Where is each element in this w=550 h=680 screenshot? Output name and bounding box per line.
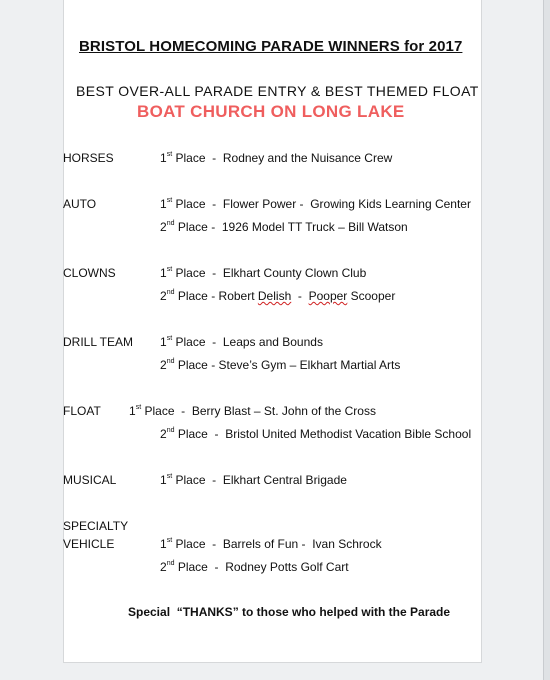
entry-clowns-2: 2nd Place - Robert Delish - Pooper Scooper (160, 289, 396, 303)
entry-drill-team-1: 1st Place - Leaps and Bounds (160, 335, 323, 349)
category-drill-team: DRILL TEAM (63, 335, 134, 349)
entry-specialty-1: 1st Place - Barrels of Fun - Ivan Schrock (160, 537, 382, 551)
category-horses: HORSES (63, 151, 114, 165)
entry-float-1: 1st Place - Berry Blast – St. John of the Cross (129, 404, 376, 418)
document-title: BRISTOL HOMECOMING PARADE WINNERS for 2017 (79, 38, 463, 55)
category-musical: MUSICAL (63, 473, 117, 487)
grand-winner: BOAT CHURCH ON LONG LAKE (137, 102, 405, 121)
category-specialty-line2: VEHICLE (63, 537, 115, 551)
award-subtitle: BEST OVER-ALL PARADE ENTRY & BEST THEMED FLOAT (76, 83, 479, 99)
entry-float-2: 2nd Place - Bristol United Methodist Vacation Bible School (160, 427, 472, 441)
thanks-footer: Special “THANKS” to those who helped with the Parade (128, 605, 451, 619)
entry-drill-team-2: 2nd Place - Steve’s Gym – Elkhart Martial Arts (160, 358, 401, 372)
category-auto: AUTO (63, 197, 97, 211)
entry-horses-1: 1st Place - Rodney and the Nuisance Crew (160, 151, 393, 165)
entry-auto-1: 1st Place - Flower Power - Growing Kids Learning Center (160, 197, 471, 211)
entry-auto-2: 2nd Place - 1926 Model TT Truck – Bill Watson (160, 220, 408, 234)
category-specialty-line1: SPECIALTY (63, 519, 129, 533)
entry-musical-1: 1st Place - Elkhart Central Brigade (160, 473, 347, 487)
window-edge-strip (543, 0, 550, 680)
category-clowns: CLOWNS (63, 266, 116, 280)
category-float: FLOAT (63, 404, 101, 418)
entry-specialty-2: 2nd Place - Rodney Potts Golf Cart (160, 560, 349, 574)
entry-clowns-1: 1st Place - Elkhart County Clown Club (160, 266, 367, 280)
